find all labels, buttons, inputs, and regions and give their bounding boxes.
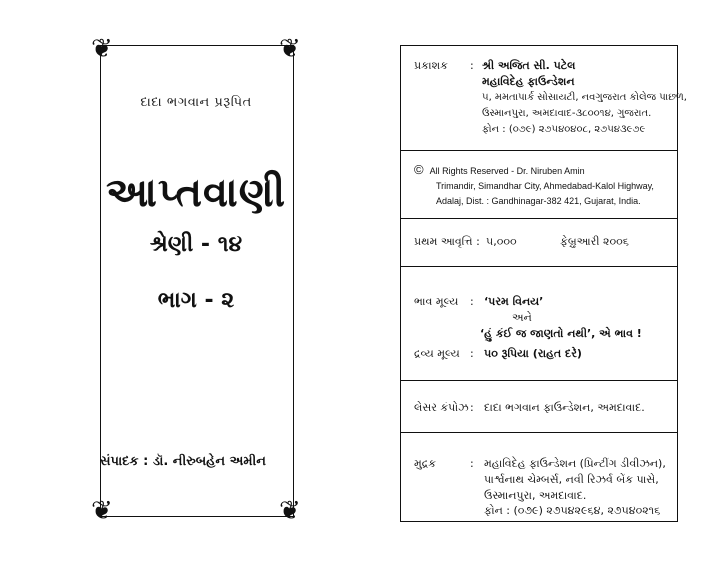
publisher-name: શ્રી અજિત સી. પટેલ	[482, 59, 576, 72]
publisher-address-2: ઉસ્માનપુરા, અમદાવાદ-૩૮૦૦૧૪, ગુજરાત.	[482, 108, 652, 119]
book-subtitle: દાદા ભગવાન પ્રરૂપિત	[140, 95, 252, 110]
book-series: શ્રેણી - ૧૪	[149, 232, 243, 257]
divider	[400, 218, 678, 219]
edition-copies: ૫,૦૦૦	[486, 235, 517, 248]
publisher-org: મહાવિદેહ ફાઉન્ડેશન	[482, 75, 575, 88]
bhav-line-3: ‘હું કંઈ જ જાણતો નથી’, એ ભાવ !	[480, 327, 642, 340]
title-page-border	[100, 45, 294, 517]
copyright-icon: ©	[414, 162, 424, 177]
corner-ornament-top-right: ❦	[279, 34, 301, 64]
laser-colon: :	[470, 401, 474, 414]
printer-line-3: ઉસ્માનપુરા, અમદાવાદ.	[484, 489, 587, 502]
corner-ornament-bottom-left: ❦	[91, 496, 113, 526]
bhav-colon: :	[470, 295, 474, 308]
edition-label: પ્રથમ આવૃત્તિ :	[414, 235, 480, 248]
book-title: આપ્તવાણી	[105, 170, 287, 216]
divider	[400, 432, 678, 433]
copyright-text: All Rights Reserved - Dr. Niruben Amin	[429, 166, 585, 176]
publisher-colon: :	[470, 59, 474, 72]
printer-label: મુદ્રક	[414, 457, 437, 470]
copyright-line-1	[414, 163, 585, 178]
corner-ornament-bottom-right: ❦	[279, 496, 301, 526]
laser-label: લેસર કંપોઝ	[414, 401, 469, 414]
copyright-line-2: Trimandir, Simandhar City, Ahmedabad-Kalol Highway,	[436, 181, 654, 191]
printer-colon: :	[470, 457, 474, 470]
printer-line-2: પાર્શ્વનાથ ચેમ્બર્સ, નવી રિઝર્વ બેંક પાસે,	[484, 473, 659, 486]
publisher-phone: ફોન : (૦૭૯) ૨૭૫૪૦૪૦૮, ૨૭૫૪૩૯૭૯	[482, 124, 646, 135]
bhav-label: ભાવ મૂલ્ય	[414, 295, 459, 308]
printer-phone: ફોન : (૦૭૯) ૨૭૫૪૨૯૬૪, ૨૭૫૪૦૨૧૬	[484, 504, 661, 517]
printer-line-1: મહાવિદેહ ફાઉન્ડેશન (પ્રિન્ટીંગ ડીવીઝન),	[484, 457, 666, 470]
publisher-label: પ્રકાશક	[414, 59, 448, 72]
divider	[400, 266, 678, 267]
dravya-value: ૫૦ રૂપિયા (રાહત દરે)	[484, 347, 582, 360]
dravya-label: દ્રવ્ય મૂલ્ય	[414, 347, 460, 360]
publisher-address-1: ૫, મમતાપાર્ક સોસાયટી, નવગુજરાત કોલેજ પાછળ,	[482, 92, 687, 103]
edition-date: ફેબ્રુઆરી ૨૦૦૬	[560, 235, 629, 248]
bhav-line-2: અને	[512, 311, 532, 324]
copyright-line-3: Adalaj, Dist. : Gandhinagar-382 421, Gujarat, India.	[436, 196, 641, 206]
book-editor: સંપાદક : ડૉ. નીરુબહેન અમીન	[100, 454, 266, 469]
bhav-line-1: ‘પરમ વિનય’	[484, 295, 544, 308]
dravya-colon: :	[470, 347, 474, 360]
book-part: ભાગ - ૨	[157, 288, 235, 313]
corner-ornament-top-left: ❦	[91, 34, 113, 64]
divider	[400, 150, 678, 151]
laser-value: દાદા ભગવાન ફાઉન્ડેશન, અમદાવાદ.	[484, 401, 645, 414]
divider	[400, 380, 678, 381]
